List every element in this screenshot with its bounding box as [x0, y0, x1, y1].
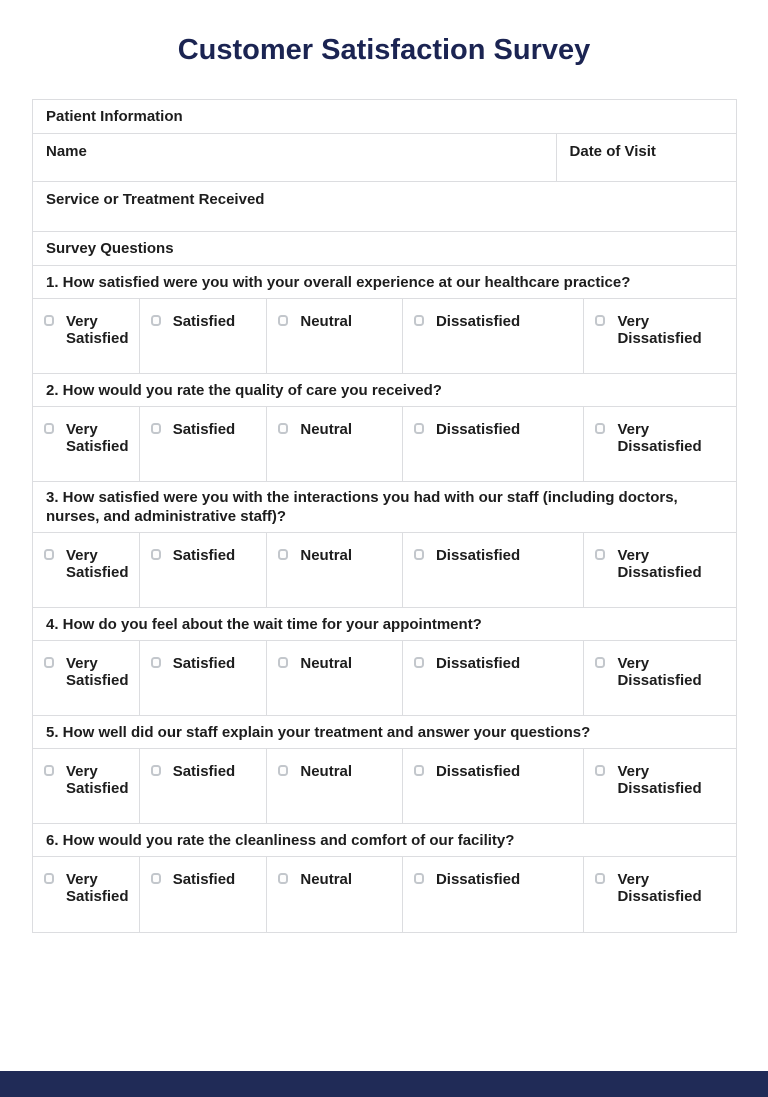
question-5-option-cell-very-satisfied: [33, 749, 140, 823]
option-label: Neutral: [300, 421, 353, 438]
option-label: Neutral: [300, 655, 353, 672]
very-satisfied-checkbox[interactable]: [44, 873, 54, 884]
question-6-options-row: [33, 857, 736, 932]
date-of-visit-label: Date of Visit: [569, 143, 656, 160]
very-satisfied-checkbox[interactable]: [44, 549, 54, 560]
option-label: Dissatisfied: [435, 313, 521, 330]
question-4-text: 4. How do you feel about the wait time for your appointment?: [46, 615, 482, 633]
question-2-option-cell-very-satisfied: [33, 407, 140, 481]
option-label: Neutral: [300, 763, 353, 780]
option-label: Satisfied: [172, 763, 236, 780]
footer-bar: [0, 1071, 768, 1097]
option-label: Very Satisfied: [66, 655, 129, 689]
very-satisfied-checkbox[interactable]: [44, 315, 54, 326]
option-label: Very Dissatisfied: [617, 763, 702, 797]
option-label: Dissatisfied: [435, 547, 521, 564]
satisfied-checkbox[interactable]: [151, 657, 161, 668]
very-satisfied-checkbox[interactable]: [44, 423, 54, 434]
very-dissatisfied-checkbox[interactable]: [595, 315, 605, 326]
option-label: Very Dissatisfied: [617, 547, 702, 581]
option-label: Very Dissatisfied: [617, 655, 702, 689]
option-label: Very Satisfied: [66, 871, 129, 905]
option-label: Satisfied: [172, 313, 236, 330]
neutral-checkbox[interactable]: [278, 765, 288, 776]
option-label: Very Dissatisfied: [617, 313, 702, 347]
very-dissatisfied-checkbox[interactable]: [595, 873, 605, 884]
very-dissatisfied-checkbox[interactable]: [595, 765, 605, 776]
question-1-text: 1. How satisfied were you with your overall experience at our healthcare practice?: [46, 273, 631, 291]
option-label: Dissatisfied: [435, 871, 521, 888]
question-3-text: 3. How satisfied were you with the interactions you had with our staff (including doctors, nurses, and administrative staff)?: [46, 489, 678, 525]
satisfied-checkbox[interactable]: [151, 423, 161, 434]
question-4-row: [33, 608, 736, 641]
dissatisfied-checkbox[interactable]: [414, 423, 424, 434]
question-5-option-cell-neutral: [267, 749, 403, 823]
option-label: Satisfied: [172, 655, 236, 672]
option-label: Very Satisfied: [66, 763, 129, 797]
neutral-checkbox[interactable]: [278, 873, 288, 884]
question-1-row: [33, 266, 736, 299]
question-4-option-cell-satisfied: [140, 641, 268, 715]
satisfied-checkbox[interactable]: [151, 873, 161, 884]
very-satisfied-checkbox[interactable]: [44, 765, 54, 776]
question-6-option-cell-very-dissatisfied: [584, 857, 735, 932]
dissatisfied-checkbox[interactable]: [414, 765, 424, 776]
question-4-option-cell-very-satisfied: [33, 641, 140, 715]
option-label: Very Satisfied: [66, 547, 129, 581]
name-label: Name: [46, 143, 87, 160]
dissatisfied-checkbox[interactable]: [414, 657, 424, 668]
question-1-option-cell-neutral: [267, 299, 403, 373]
question-4-option-cell-dissatisfied: [403, 641, 585, 715]
option-label: Satisfied: [172, 547, 236, 564]
page-title: Customer Satisfaction Survey: [177, 34, 591, 66]
option-label: Satisfied: [172, 871, 236, 888]
name-and-date-row: [33, 134, 736, 182]
very-dissatisfied-checkbox[interactable]: [595, 657, 605, 668]
question-5-option-cell-dissatisfied: [403, 749, 585, 823]
survey-questions-label: Survey Questions: [46, 240, 174, 257]
question-6-option-cell-dissatisfied: [403, 857, 585, 932]
option-label: Neutral: [300, 547, 353, 564]
option-label: Very Dissatisfied: [617, 421, 702, 455]
option-label: Very Dissatisfied: [617, 871, 702, 905]
dissatisfied-checkbox[interactable]: [414, 549, 424, 560]
question-2-option-cell-satisfied: [140, 407, 268, 481]
question-1-option-cell-satisfied: [140, 299, 268, 373]
question-2-text: 2. How would you rate the quality of care you received?: [46, 381, 442, 399]
question-3-option-cell-very-satisfied: [33, 533, 140, 607]
very-dissatisfied-checkbox[interactable]: [595, 549, 605, 560]
date-of-visit-field[interactable]: [557, 134, 736, 181]
option-label: Neutral: [300, 871, 353, 888]
dissatisfied-checkbox[interactable]: [414, 315, 424, 326]
very-dissatisfied-checkbox[interactable]: [595, 423, 605, 434]
satisfied-checkbox[interactable]: [151, 549, 161, 560]
question-5-row: [33, 716, 736, 749]
satisfied-checkbox[interactable]: [151, 765, 161, 776]
question-1-option-cell-very-satisfied: [33, 299, 140, 373]
question-2-options-row: [33, 407, 736, 482]
question-4-option-cell-neutral: [267, 641, 403, 715]
option-label: Very Satisfied: [66, 313, 129, 347]
very-satisfied-checkbox[interactable]: [44, 657, 54, 668]
option-label: Dissatisfied: [435, 421, 521, 438]
option-label: Very Satisfied: [66, 421, 129, 455]
question-6-option-cell-satisfied: [140, 857, 268, 932]
question-1-options-row: [33, 299, 736, 374]
question-4-options-row: [33, 641, 736, 716]
question-3-option-cell-very-dissatisfied: [584, 533, 735, 607]
question-3-row: [33, 482, 736, 533]
question-5-option-cell-very-dissatisfied: [584, 749, 735, 823]
neutral-checkbox[interactable]: [278, 549, 288, 560]
neutral-checkbox[interactable]: [278, 423, 288, 434]
question-3-options-row: [33, 533, 736, 608]
question-1-option-cell-dissatisfied: [403, 299, 585, 373]
option-label: Dissatisfied: [435, 763, 521, 780]
question-5-option-cell-satisfied: [140, 749, 268, 823]
questions-container: [33, 266, 736, 932]
option-label: Satisfied: [172, 421, 236, 438]
patient-information-label: Patient Information: [46, 108, 183, 125]
question-2-option-cell-dissatisfied: [403, 407, 585, 481]
service-or-treatment-field[interactable]: [33, 182, 736, 232]
question-5-text: 5. How well did our staff explain your treatment and answer your questions?: [46, 723, 591, 741]
satisfied-checkbox[interactable]: [151, 315, 161, 326]
patient-information-section-header: [33, 100, 736, 134]
question-6-text: 6. How would you rate the cleanliness and comfort of our facility?: [46, 831, 515, 849]
question-2-row: [33, 374, 736, 407]
question-2-option-cell-neutral: [267, 407, 403, 481]
name-field[interactable]: [33, 134, 557, 181]
question-6-row: [33, 824, 736, 857]
question-5-options-row: [33, 749, 736, 824]
question-1-option-cell-very-dissatisfied: [584, 299, 735, 373]
question-2-option-cell-very-dissatisfied: [584, 407, 735, 481]
question-3-option-cell-neutral: [267, 533, 403, 607]
survey-page: [0, 33, 768, 933]
question-6-option-cell-neutral: [267, 857, 403, 932]
service-or-treatment-label: Service or Treatment Received: [46, 191, 265, 208]
question-6-option-cell-very-satisfied: [33, 857, 140, 932]
neutral-checkbox[interactable]: [278, 315, 288, 326]
neutral-checkbox[interactable]: [278, 657, 288, 668]
survey-form-table: [32, 99, 737, 933]
option-label: Dissatisfied: [435, 655, 521, 672]
option-label: Neutral: [300, 313, 353, 330]
dissatisfied-checkbox[interactable]: [414, 873, 424, 884]
survey-questions-section-header: [33, 232, 736, 266]
question-3-option-cell-satisfied: [140, 533, 268, 607]
question-3-option-cell-dissatisfied: [403, 533, 585, 607]
question-4-option-cell-very-dissatisfied: [584, 641, 735, 715]
